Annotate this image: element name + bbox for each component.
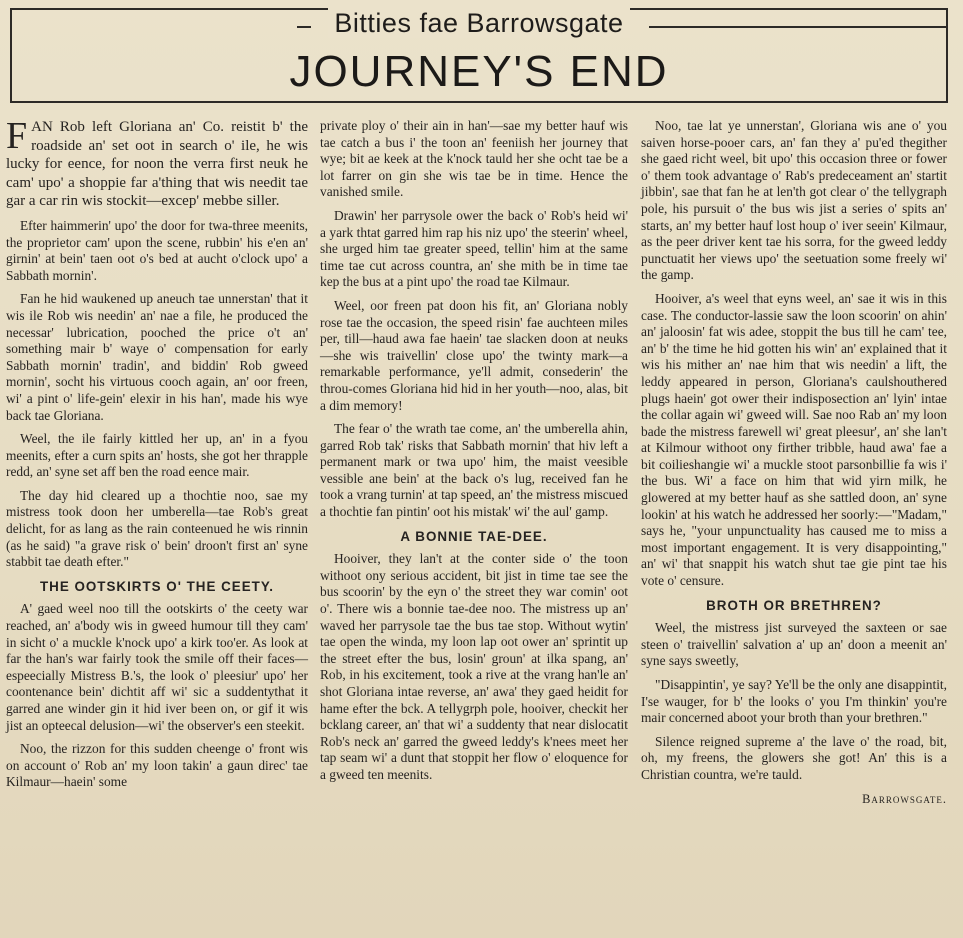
headline-box (10, 8, 948, 103)
paragraph: Efter haimmerin' upo' the door for twa-three meenits, the proprietor cam' upon the scene, rubbin' his e'en an' girnin' at bein' taen oot o's bed at aucht o'clock upo' a Sabbath mornin'. (6, 217, 308, 283)
paragraph: Hooiver, they lan't at the conter side o' the toon withoot ony serious accident, bit jist in time tae see the bus scoorin' by the eyn o' the street they war comin' oot o'. There wis a bonnie tae-dee noo. The mistress up an' waved her parrysole tae the bus tae stop. Without wytin' tae open the winda, my loon lap oot ower an' sprintit up the street efter the bus, losin' groun' at ilka spang, an' Rob, in his excitement, took a rive at the vrang han'le an' shot Gloriana intae reverse, an' awa' they gaed heidit for hame efter the bck. A tellygrph pole, hooiver, checkit her bcklang career, an' that wi' a suddenty that near dislocatit Rob's neck an' garred the gweed leddy's k'nees meet her tap seam wi' a dunt that stoppit her flow o' eloquence for a gweed ten meenits. (320, 551, 628, 782)
paragraph: Weel, the mistress jist surveyed the saxteen or sae steen o' traivellin' salvation a' up an' doon a meenit an' syne says sweetly, (641, 620, 947, 669)
paragraph: A' gaed weel noo till the ootskirts o' the ceety war reached, an' a'body wis in gweed humour till they cam' in sicht o' a muckle k'nock upo' a kirk too'er. As look at far the han's war fairly took the smile off their faces—espeecially Mistress B.'s, the look o' pleesiur' upo' her coontenance bein' dichtit aff wi' sic a suddentythat it garred ane winder gin it hid iver been on, or gif it wis jist an opteecal delusion—wi' the observer's een steekit. (6, 601, 308, 733)
paragraph: "Disappintin', ye say? Ye'll be the only ane disappintit, I'se wauger, for b' the looks o' you I'm thinkin' you're mair concerned aboot your broth than your brethren." (641, 677, 947, 726)
paragraph: FAN Rob left Gloriana an' Co. reistit b' the roadside an' set oot in search o' ile, he wis lucky for eence, for noon the verra first neuk he cam' upo' a shoppie far a'thing that wis needit tae gar a car rin wis stockit—excep' mebbe siller. (6, 115, 308, 210)
article-title: JOURNEY'S END (289, 47, 669, 96)
column-2 (320, 118, 628, 791)
paragraph: Drawin' her parrysole ower the back o' Rob's heid wi' a yark thtat garred him rap his niz upo' the steerin' wheel, she urged him tae greater speed, tellin' him at the same time tae cut across countra, an' she mith be in time tae kep the bus at a pint upo' the road tae Kilmaur. (320, 207, 628, 290)
column-3 (641, 118, 947, 807)
paragraph: Noo, the rizzon for this sudden cheenge o' front wis on account o' Rob an' my loon takin' a gaun direc' tae Kilmaur—haein' some (6, 741, 308, 790)
section-heading: THE OOTSKIRTS O' THE CEETY. (39, 578, 275, 594)
paragraph: private ploy o' their ain in han'—sae my better hauf wis tae catch a bus i' the toon an' feeniish her journey that wye; bit ae keek at the k'nock tauld her she ocht tae be a lot farrer on gin she wis tae be in time. Hence the vanished smile. (320, 118, 628, 200)
drop-cap: F (6, 115, 28, 157)
paragraph: The fear o' the wrath tae come, an' the umberella ahin, garred Rob tak' risks that Sabbath mornin' that hiv left a permanent mark or twa upo' him, the maist veesible vessible ane bein' at the back o's lug, received fan he took a vrang turnin' at tap speed, an' the mistress miscued a thochtie fan pintin' oot his mistak' wi' the aul' gamp. (320, 421, 628, 520)
paragraph: Hooiver, a's weel that eyns weel, an' sae it wis in this case. The conductor-lassie saw the loon scoorin' on ahin' an' jaloosin' fat wis adee, stoppit the bus till he cam' tee, an' b' the time he hid gotten his win' an' explained that it wis his mither an' nae him that wis needin' a lift, the leddy appeared in person, Gloriana's caulshouthered plugs haein' got ower their indisposection an' lyin' intae the collar again wi' gweed will. Sae noo Rab an' my loon bade the mistress farewell wi' great pleesur', an' she lan't at Kilmour withoot ony firther tribble, haud awa' fae a bit coilieshangie wi' a muckle stoot parsonbillie fa wis i' the bus. Wi' a face on him that wid yirn milk, he glowered at my better hauf as she sattled doon, an' syne lookin' at his watch he addressed her soorly:—"Madam," says he, "your unpunctuality has caused me to miss a most important engagement. It is very disappointing," an' wi' that snappit his watch shut tae gie pint tae his vote o' censure. (641, 290, 947, 589)
paragraph: Fan he hid waukened up aneuch tae unnerstan' that it wis ile Rob wis needin' an' nae a file, he produced the necessar' lubrication, pooched the price o't an' something mair b' waye o' compensation for early Sabbath mornin' tradin', and biddin' Rob gweed mornin', socht his virtuous cooch again, an' oor freen, wi' a pint o' life-gein' elexir in his han', made his wye back tae Gloriana. (6, 291, 308, 423)
section-heading: BROTH OR BRETHREN? (706, 597, 882, 613)
column-1 (6, 115, 308, 798)
paragraph: Noo, tae lat ye unnerstan', Gloriana wis ane o' you saiven horse-pooer cars, an' fan they a' pu'ed thegither she gaed richt weel, bit upo' this occasion three or fower o' them took advantage o' Rab's predeceament an' startit jibbin', sae that fan he at len'th got clear o' the tellygraph pole, his pursuit o' the bus wis jist a series o' spits an' starts, an' my better hauf lost houp o' iver seein' Kilmaur, as the peer driver kent tae his sorra, for the gweed leddy punctuatit her views upo' the seetuation some freely wi' the gamp. (641, 118, 947, 283)
series-title: Bitties fae Barrowsgate (12, 8, 946, 39)
paragraph: Silence reigned supreme a' the lave o' the road, bit, oh, my freens, the glowers she got! An' this is a Christian countra, we're tauld. (641, 733, 947, 782)
author-signature: Barrowsgate. (862, 791, 947, 806)
paragraph: The day hid cleared up a thochtie noo, sae my mistress took doon her umberella—tae Rob's great delicht, for as lang as the rain conteenued he wis rinnin (as he said) "a grave risk o' bein' droon't first an' syne stabbit tae death efter." (6, 487, 308, 570)
paragraph: Weel, oor freen pat doon his fit, an' Gloriana nobly rose tae the occasion, the speed risin' fae auchteen miles per, till—haud awa fae haein' tae slacken doon at neuks—she wis traivellin' close upo' the twinty mark—a remarkable performance, ye'll admit, consederin' the throu-comes Gloriana hid hid in her youth—noo, alas, bit a dim memory! (320, 297, 628, 413)
paragraph: Weel, the ile fairly kittled her up, an' in a fyou meenits, efter a curn spits an' hosts, she got her thrapple redd, an' syne set aff ben the road eence mair. (6, 431, 308, 480)
section-heading: A BONNIE TAE-DEE. (400, 528, 548, 544)
